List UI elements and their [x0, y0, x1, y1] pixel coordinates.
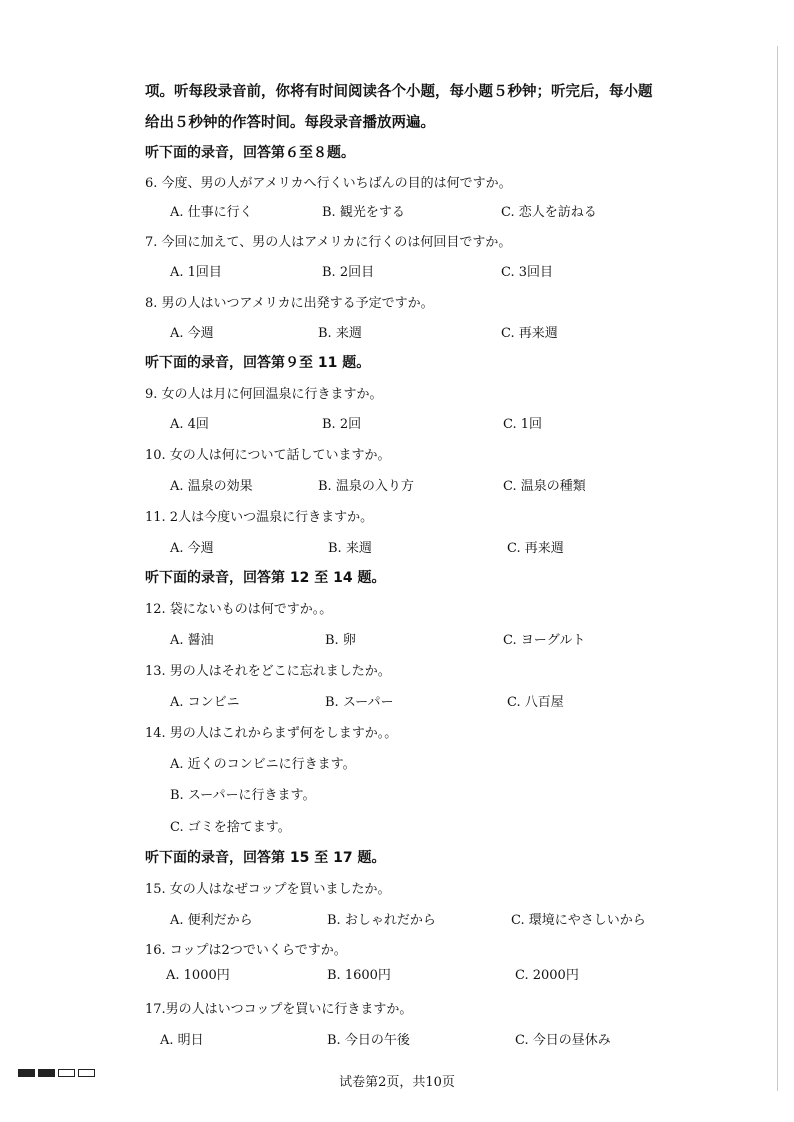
option-c: C. 再来週	[507, 541, 564, 556]
option-c: C. 1回	[503, 417, 543, 432]
option-b: B. おしゃれだから	[327, 913, 436, 928]
option-a: A. 今週	[170, 541, 214, 556]
option-a: A. 醤油	[170, 633, 214, 648]
question-17: 17.男の人はいつコップを買いに行きますか。	[145, 1002, 413, 1017]
section-header: 听下面的录音，回答第 15 至 17 题。	[145, 850, 386, 866]
option-a: A. 1000円	[166, 968, 230, 983]
option-b: B. 温泉の入り方	[318, 479, 414, 494]
option-c: C. 2000円	[515, 968, 579, 983]
option-a: A. 明日	[160, 1033, 204, 1048]
question-12: 12. 袋にないものは何ですか。。	[145, 602, 333, 617]
option-a: A. 便利だから	[170, 913, 253, 928]
question-16: 16. コップは2つでいくらですか。	[145, 943, 347, 958]
question-13: 13. 男の人はそれをどこに忘れましたか。	[145, 664, 391, 679]
question-6: 6. 今度、男の人がアメリカへ行くいちばんの目的は何ですか。	[145, 176, 512, 191]
option-a: A. 今週	[170, 326, 214, 341]
section-header: 听下面的录音，回答第 12 至 14 题。	[145, 570, 386, 586]
option-c: C. 今日の昼休み	[515, 1033, 611, 1048]
option-c: C. ヨーグルト	[503, 633, 586, 648]
option-b: B. 2回目	[322, 265, 375, 280]
option-b: B. 観光をする	[322, 205, 405, 220]
option-a: A. 仕事に行く	[170, 205, 253, 220]
page-footer: 试卷第2页，共10页	[339, 1075, 455, 1090]
section-header: 听下面的录音，回答第６至８题。	[145, 145, 355, 161]
option-c: C. 恋人を訪ねる	[501, 205, 597, 220]
option-b: B. 来週	[318, 326, 362, 341]
option-b: B. 1600円	[327, 968, 391, 983]
option-a: A. 4回	[170, 417, 209, 432]
question-7: 7. 今回に加えて、男の人はアメリカに行くのは何回目ですか。	[145, 235, 512, 250]
option-a: A. 温泉の効果	[170, 479, 253, 494]
intro-line-1: 项。听每段录音前，你将有时间阅读各个小题，每小题５秒钟；听完后，每小题	[145, 84, 653, 100]
page-edge-line	[777, 46, 778, 1091]
section-header: 听下面的录音，回答第９至 11 题。	[145, 355, 371, 371]
intro-line-2: 给出５秒钟的作答时间。每段录音播放两遍。	[145, 115, 435, 131]
question-15: 15. 女の人はなぜコップを買いましたか。	[145, 882, 391, 897]
option-a: A. 1回目	[170, 265, 222, 280]
option-b: B. スーパーに行きます。	[170, 788, 316, 803]
option-c: C. 再来週	[501, 326, 558, 341]
question-9: 9. 女の人は月に何回温泉に行きますか。	[145, 387, 383, 402]
option-c: C. 環境にやさしいから	[511, 913, 646, 928]
option-c: C. 八百屋	[507, 695, 564, 710]
question-8: 8. 男の人はいつアメリカに出発する予定ですか。	[145, 296, 434, 311]
option-c: C. 温泉の種類	[503, 479, 586, 494]
question-10: 10. 女の人は何について話していますか。	[145, 448, 391, 463]
option-b: B. 2回	[322, 417, 362, 432]
option-a: A. 近くのコンビニに行きます。	[170, 757, 356, 772]
question-11: 11. 2人は今度いつ温泉に行きますか。	[145, 510, 374, 525]
option-b: B. 来週	[328, 541, 372, 556]
option-b: B. 今日の午後	[327, 1033, 410, 1048]
option-a: A. コンビニ	[170, 695, 240, 710]
option-c: C. 3回目	[501, 265, 554, 280]
option-c: C. ゴミを捨てます。	[170, 820, 291, 835]
question-14: 14. 男の人はこれからまず何をしますか。。	[145, 726, 398, 741]
option-b: B. スーパー	[325, 695, 394, 710]
option-b: B. 卵	[325, 633, 356, 648]
